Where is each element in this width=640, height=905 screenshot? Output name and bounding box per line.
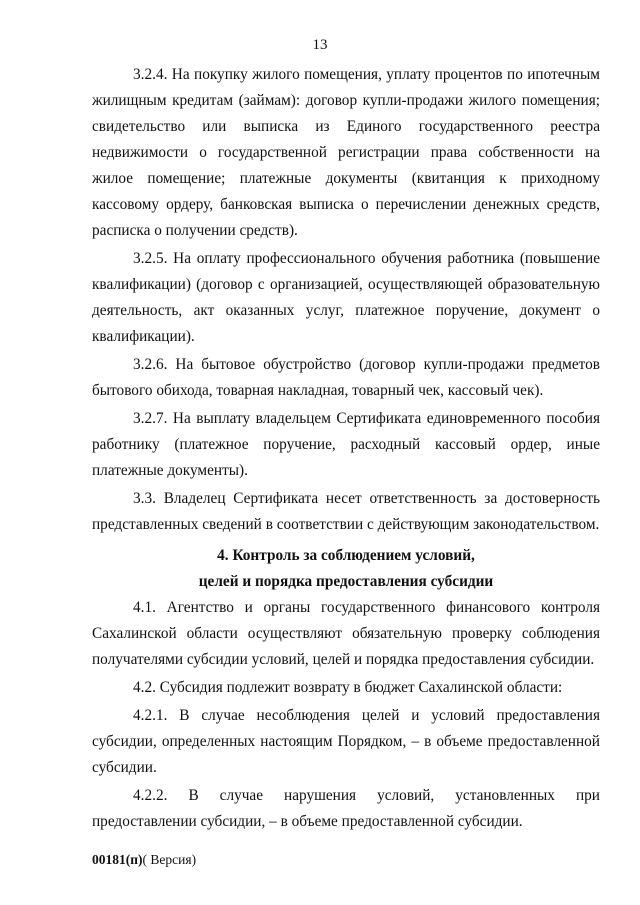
version-label: ( Версия) bbox=[142, 852, 197, 867]
footer bbox=[92, 852, 196, 868]
paragraph-3-2-4: 3.2.4. На покупку жилого помещения, уплату процентов по ипотечным жилищным кредитам (займам): договор купли-продажи жилого помещения; свидетельство или выписка из Единого государственного реестра недвижимости о государственной регистрации права собственности на жилое помещение; платежные документы (квитанция к приходному кассовому ордеру, банковская выписка о перечислении денежных средств, расписка о получении средств). bbox=[92, 66, 600, 239]
body-top bbox=[92, 62, 600, 538]
body-bottom bbox=[92, 595, 600, 835]
page-number: 13 bbox=[312, 37, 328, 53]
paragraph-4-2-2: 4.2.2. В случае нарушения условий, установленных при предоставлении субсидии, – в объеме предоставленной субсидии. bbox=[92, 787, 600, 830]
paragraph-4-1: 4.1. Агентство и органы государственного финансового контроля Сахалинской области осуществляют обязательную проверку соблюдения получателями субсидии условий, целей и порядка предоставления субсидии. bbox=[92, 599, 600, 668]
paragraph-3-3: 3.3. Владелец Сертификата несет ответственность за достоверность представленных сведений в соответствии с действующим законодательством. bbox=[92, 490, 600, 533]
document-code: 00181(п) bbox=[92, 852, 143, 867]
paragraph-3-2-6: 3.2.6. На бытовое обустройство (договор купли-продажи предметов бытового обихода, товарная накладная, товарный чек, кассовый чек). bbox=[92, 356, 600, 399]
section-heading-line-2: целей и порядка предоставления субсидии bbox=[198, 573, 494, 590]
paragraph-4-2: 4.2. Субсидия подлежит возврату в бюджет Сахалинской области: bbox=[133, 679, 563, 696]
section-heading-line-1: 4. Контроль за соблюдением условий, bbox=[217, 547, 475, 564]
paragraph-3-2-5: 3.2.5. На оплату профессионального обучения работника (повышение квалификации) (договор с организацией, осуществляющей образовательную деятельность, акт оказанных услуг, платежное поручение, документ о квалификации). bbox=[92, 250, 600, 345]
paragraph-4-2-1: 4.2.1. В случае несоблюдения целей и условий предоставления субсидии, определенных настоящим Порядком, – в объеме предоставленной субсидии. bbox=[92, 707, 600, 776]
paragraph-3-2-7: 3.2.7. На выплату владельцем Сертификата единовременного пособия работнику (платежное поручение, расходный кассовый ордер, иные платежные документы). bbox=[92, 410, 600, 479]
